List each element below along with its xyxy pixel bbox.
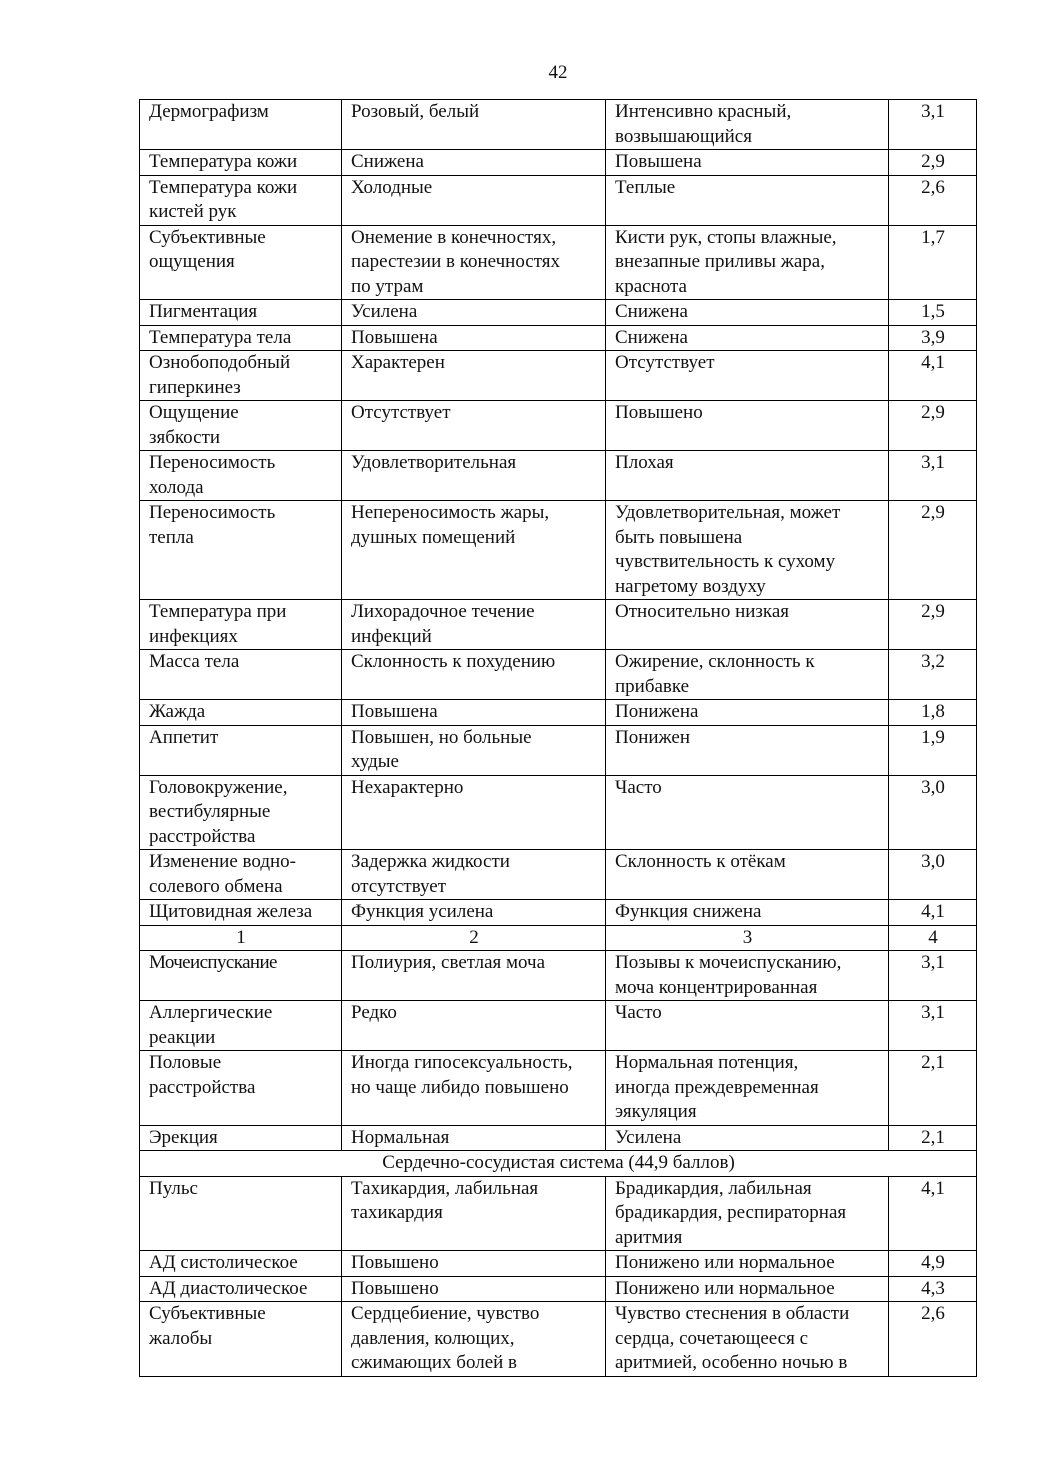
parasympathetic-cell-text: Удовлетворительная, может быть повышена чувствительность к сухому нагретому воздуху	[615, 502, 841, 597]
parameter-cell-text: АД диастолическое	[149, 1277, 308, 1299]
table-row	[140, 300, 977, 326]
parasympathetic-cell	[606, 725, 889, 775]
sympathetic-cell-text: Нормальная	[351, 1126, 450, 1148]
table-row	[140, 1251, 977, 1277]
score-cell-text: 2,9	[921, 402, 945, 423]
table-row	[140, 325, 977, 351]
parameter-cell-text: Переносимость тепла	[149, 502, 276, 548]
column-number-cell-text: 1	[236, 926, 246, 948]
section-heading: Сердечно-сосудистая система (44,9 баллов)	[140, 1151, 977, 1177]
sympathetic-cell	[342, 600, 606, 650]
parasympathetic-cell	[606, 325, 889, 351]
symptom-table	[139, 99, 977, 1377]
table-row	[140, 100, 977, 150]
sympathetic-cell-text: Онемение в конечностях, парестезии в конечностях по утрам	[351, 226, 561, 297]
sympathetic-cell	[342, 325, 606, 351]
parasympathetic-cell	[606, 650, 889, 700]
parasympathetic-cell-text: Кисти рук, стопы влажные, внезапные приливы жара, краснота	[615, 226, 837, 297]
table-row	[140, 1302, 977, 1377]
score-cell-text: 2,1	[921, 1052, 945, 1073]
parameter-cell	[140, 100, 342, 150]
table-row	[140, 951, 977, 1001]
score-cell-text: 2,6	[921, 176, 945, 198]
parasympathetic-cell	[606, 225, 889, 300]
sympathetic-cell	[342, 725, 606, 775]
parameter-cell	[140, 1251, 342, 1277]
parameter-cell	[140, 951, 342, 1001]
sympathetic-cell	[342, 850, 606, 900]
parasympathetic-cell	[606, 1251, 889, 1277]
parasympathetic-cell-text: Снижена	[615, 326, 688, 348]
parasympathetic-cell-text: Повышено	[615, 402, 703, 423]
score-cell-text: 4,1	[921, 1177, 945, 1199]
table-row	[140, 1176, 977, 1251]
score-cell	[889, 650, 977, 700]
sympathetic-cell	[342, 951, 606, 1001]
column-number-cell-text: 2	[469, 926, 479, 948]
parameter-cell-text: Головокружение, вестибулярные расстройства	[149, 776, 288, 847]
parameter-cell-text: Дермографизм	[149, 101, 269, 122]
sympathetic-cell-text: Задержка жидкости отсутствует	[351, 851, 510, 897]
parasympathetic-cell	[606, 1302, 889, 1377]
score-cell-text: 2,9	[921, 601, 945, 622]
score-cell	[889, 451, 977, 501]
score-cell	[889, 225, 977, 300]
score-cell	[889, 1001, 977, 1051]
section-heading-row	[140, 1151, 977, 1177]
sympathetic-cell-text: Полиурия, светлая моча	[351, 952, 546, 973]
parameter-cell	[140, 1176, 342, 1251]
parasympathetic-cell	[606, 850, 889, 900]
sympathetic-cell-text: Функция усилена	[351, 901, 494, 922]
table-row	[140, 225, 977, 300]
parameter-cell-text: Ознобоподобный гиперкинез	[149, 352, 291, 398]
table-row	[140, 725, 977, 775]
score-cell	[889, 725, 977, 775]
column-number-cell	[342, 925, 606, 951]
score-cell-text: 3,9	[921, 326, 945, 348]
column-number-cell	[140, 925, 342, 951]
score-cell-text: 4,1	[921, 352, 945, 373]
parasympathetic-cell	[606, 900, 889, 926]
parasympathetic-cell-text: Плохая	[615, 452, 674, 473]
parameter-cell-text: Температура тела	[149, 326, 292, 348]
score-cell-text: 4,3	[921, 1277, 945, 1299]
page-number: 42	[548, 62, 568, 83]
sympathetic-cell	[342, 100, 606, 150]
parameter-cell-text: Субъективные ощущения	[149, 226, 266, 272]
sympathetic-cell	[342, 300, 606, 326]
parameter-cell	[140, 501, 342, 600]
parameter-cell	[140, 401, 342, 451]
score-cell-text: 4,1	[921, 901, 945, 922]
score-cell	[889, 1125, 977, 1151]
parasympathetic-cell-text: Чувство стеснения в области сердца, сочетающееся с аритмией, особенно ночью в	[615, 1303, 850, 1373]
column-number-cell-text: 3	[742, 926, 753, 948]
table-row	[140, 150, 977, 176]
sympathetic-cell	[342, 1176, 606, 1251]
sympathetic-cell-text: Лихорадочное течение инфекций	[351, 601, 535, 647]
score-cell	[889, 100, 977, 150]
score-cell-text: 3,2	[921, 651, 945, 672]
score-cell	[889, 700, 977, 726]
score-cell	[889, 1302, 977, 1377]
sympathetic-cell	[342, 150, 606, 176]
sympathetic-cell-text: Характерен	[351, 352, 445, 373]
parasympathetic-cell-text: Функция снижена	[615, 901, 762, 922]
parameter-cell-text: Аппетит	[149, 726, 219, 748]
sympathetic-cell	[342, 900, 606, 926]
score-cell	[889, 600, 977, 650]
score-cell-text: 3,1	[921, 452, 945, 473]
parameter-cell	[140, 225, 342, 300]
table-row	[140, 401, 977, 451]
parasympathetic-cell-text: Повышена	[615, 151, 702, 172]
score-cell-text: 2,9	[921, 502, 945, 523]
parameter-cell-text: Мочеиспускание	[149, 952, 277, 973]
parameter-cell	[140, 325, 342, 351]
score-cell-text: 2,9	[921, 151, 945, 172]
table-row	[140, 1276, 977, 1302]
column-number-cell	[889, 925, 977, 951]
score-cell-text: 1,7	[921, 226, 945, 248]
score-cell-text: 3,0	[921, 776, 945, 798]
table-row	[140, 1051, 977, 1126]
sympathetic-cell-text: Сердцебиение, чувство давления, колющих, сжимающих болей в	[351, 1303, 540, 1373]
sympathetic-cell	[342, 775, 606, 850]
score-cell-text: 2,6	[921, 1303, 945, 1324]
parameter-cell	[140, 650, 342, 700]
score-cell	[889, 1051, 977, 1126]
parasympathetic-cell	[606, 451, 889, 501]
parasympathetic-cell	[606, 501, 889, 600]
parasympathetic-cell-text: Усилена	[615, 1126, 682, 1148]
score-cell	[889, 351, 977, 401]
parasympathetic-cell-text: Брадикардия, лабильная брадикардия, респираторная аритмия	[615, 1177, 847, 1248]
sympathetic-cell-text: Тахикардия, лабильная тахикардия	[351, 1177, 539, 1223]
parasympathetic-cell-text: Часто	[615, 776, 662, 798]
sympathetic-cell	[342, 225, 606, 300]
parasympathetic-cell-text: Часто	[615, 1002, 662, 1023]
parasympathetic-cell	[606, 700, 889, 726]
sympathetic-cell-text: Усилена	[351, 301, 418, 322]
sympathetic-cell-text: Повышено	[351, 1252, 439, 1273]
score-cell	[889, 951, 977, 1001]
score-cell-text: 3,1	[921, 952, 945, 973]
parameter-cell	[140, 451, 342, 501]
sympathetic-cell-text: Розовый, белый	[351, 101, 480, 122]
parameter-cell	[140, 1001, 342, 1051]
parameter-cell-text: Изменение водно- солевого обмена	[149, 851, 296, 897]
score-cell-text: 4,9	[921, 1252, 945, 1273]
parameter-cell	[140, 1276, 342, 1302]
parameter-cell-text: Пигментация	[149, 301, 258, 322]
score-cell	[889, 325, 977, 351]
parameter-cell	[140, 850, 342, 900]
sympathetic-cell	[342, 501, 606, 600]
score-cell	[889, 850, 977, 900]
parasympathetic-cell	[606, 300, 889, 326]
parameter-cell	[140, 725, 342, 775]
column-number-cell-text: 4	[928, 926, 938, 948]
parameter-cell-text: Аллергические реакции	[149, 1002, 273, 1048]
sympathetic-cell-text: Повышено	[351, 1277, 439, 1299]
sympathetic-cell-text: Холодные	[351, 176, 433, 198]
score-cell	[889, 900, 977, 926]
parameter-cell	[140, 1302, 342, 1377]
parasympathetic-cell	[606, 100, 889, 150]
parasympathetic-cell	[606, 1276, 889, 1302]
table-row	[140, 175, 977, 225]
table-row	[140, 650, 977, 700]
parameter-cell	[140, 300, 342, 326]
table-row	[140, 1125, 977, 1151]
parameter-cell-text: Температура при инфекциях	[149, 601, 287, 647]
table-row	[140, 700, 977, 726]
score-cell-text: 2,1	[921, 1126, 945, 1148]
column-number-row	[140, 925, 977, 951]
sympathetic-cell	[342, 650, 606, 700]
parasympathetic-cell-text: Теплые	[615, 176, 676, 198]
parameter-cell	[140, 700, 342, 726]
score-cell	[889, 775, 977, 850]
parasympathetic-cell	[606, 1001, 889, 1051]
sympathetic-cell	[342, 1302, 606, 1377]
table-row	[140, 1001, 977, 1051]
parasympathetic-cell-text: Понижено или нормальное	[615, 1277, 835, 1299]
sympathetic-cell-text: Непереносимость жары, душных помещений	[351, 502, 550, 548]
parasympathetic-cell	[606, 1125, 889, 1151]
parameter-cell-text: Половые расстройства	[149, 1052, 256, 1098]
table-row	[140, 900, 977, 926]
parameter-cell-text: АД систолическое	[149, 1252, 298, 1273]
parameter-cell	[140, 175, 342, 225]
sympathetic-cell	[342, 1276, 606, 1302]
table-row	[140, 775, 977, 850]
parameter-cell-text: Масса тела	[149, 651, 240, 672]
parasympathetic-cell	[606, 1051, 889, 1126]
parameter-cell-text: Субъективные жалобы	[149, 1303, 266, 1349]
parameter-cell	[140, 900, 342, 926]
score-cell-text: 3,1	[921, 1002, 945, 1023]
score-cell	[889, 175, 977, 225]
parasympathetic-cell	[606, 775, 889, 850]
parameter-cell	[140, 1125, 342, 1151]
sympathetic-cell-text: Повышена	[351, 326, 438, 348]
parasympathetic-cell	[606, 401, 889, 451]
parameter-cell-text: Температура кожи	[149, 151, 298, 172]
sympathetic-cell	[342, 700, 606, 726]
score-cell	[889, 401, 977, 451]
score-cell	[889, 1251, 977, 1277]
score-cell	[889, 1176, 977, 1251]
sympathetic-cell-text: Повышена	[351, 701, 438, 722]
parasympathetic-cell	[606, 1176, 889, 1251]
sympathetic-cell-text: Иногда гипосексуальность, но чаще либидо повышено	[351, 1052, 573, 1098]
sympathetic-cell	[342, 1001, 606, 1051]
score-cell	[889, 150, 977, 176]
score-cell	[889, 1276, 977, 1302]
sympathetic-cell-text: Удовлетворительная	[351, 452, 517, 473]
parasympathetic-cell	[606, 600, 889, 650]
parasympathetic-cell-text: Снижена	[615, 301, 688, 322]
sympathetic-cell-text: Снижена	[351, 151, 424, 172]
parasympathetic-cell-text: Нормальная потенция, иногда преждевременная эякуляция	[615, 1052, 819, 1122]
parasympathetic-cell	[606, 951, 889, 1001]
parasympathetic-cell-text: Понижено или нормальное	[615, 1252, 835, 1273]
parasympathetic-cell	[606, 175, 889, 225]
parasympathetic-cell-text: Ожирение, склонность к прибавке	[615, 651, 815, 697]
parameter-cell-text: Жажда	[149, 701, 206, 722]
parameter-cell	[140, 1051, 342, 1126]
table-row	[140, 600, 977, 650]
table-row	[140, 351, 977, 401]
sympathetic-cell	[342, 351, 606, 401]
sympathetic-cell-text: Склонность к похудению	[351, 651, 556, 672]
parasympathetic-cell-text: Позывы к мочеиспусканию, моча концентрированная	[615, 952, 842, 998]
table-row	[140, 501, 977, 600]
parameter-cell-text: Температура кожи кистей рук	[149, 176, 298, 222]
sympathetic-cell	[342, 1251, 606, 1277]
sympathetic-cell-text: Повышен, но больные худые	[351, 726, 532, 772]
score-cell-text: 1,5	[921, 301, 945, 322]
parasympathetic-cell-text: Интенсивно красный, возвышающийся	[615, 101, 792, 147]
parameter-cell	[140, 775, 342, 850]
score-cell-text: 3,0	[921, 851, 945, 872]
sympathetic-cell	[342, 1125, 606, 1151]
sympathetic-cell	[342, 1051, 606, 1126]
parameter-cell-text: Щитовидная железа	[149, 901, 313, 922]
parameter-cell	[140, 600, 342, 650]
parameter-cell-text: Переносимость холода	[149, 452, 276, 498]
sympathetic-cell-text: Отсутствует	[351, 402, 451, 423]
sympathetic-cell	[342, 401, 606, 451]
table-row	[140, 451, 977, 501]
sympathetic-cell	[342, 175, 606, 225]
parasympathetic-cell-text: Понижена	[615, 701, 699, 722]
parasympathetic-cell	[606, 351, 889, 401]
sympathetic-cell	[342, 451, 606, 501]
parameter-cell	[140, 351, 342, 401]
parameter-cell-text: Ощущение зябкости	[149, 402, 239, 448]
column-number-cell	[606, 925, 889, 951]
score-cell-text: 3,1	[921, 101, 945, 122]
parasympathetic-cell-text: Отсутствует	[615, 352, 715, 373]
score-cell-text: 1,8	[921, 701, 945, 722]
sympathetic-cell-text: Нехарактерно	[351, 776, 464, 798]
parasympathetic-cell-text: Понижен	[615, 726, 691, 748]
parameter-cell-text: Эрекция	[149, 1126, 218, 1148]
parasympathetic-cell-text: Склонность к отёкам	[615, 851, 786, 872]
table-row	[140, 850, 977, 900]
score-cell-text: 1,9	[921, 726, 945, 748]
parasympathetic-cell	[606, 150, 889, 176]
score-cell	[889, 300, 977, 326]
parameter-cell-text: Пульс	[149, 1177, 198, 1199]
sympathetic-cell-text: Редко	[351, 1002, 397, 1023]
score-cell	[889, 501, 977, 600]
parameter-cell	[140, 150, 342, 176]
parasympathetic-cell-text: Относительно низкая	[615, 601, 790, 622]
